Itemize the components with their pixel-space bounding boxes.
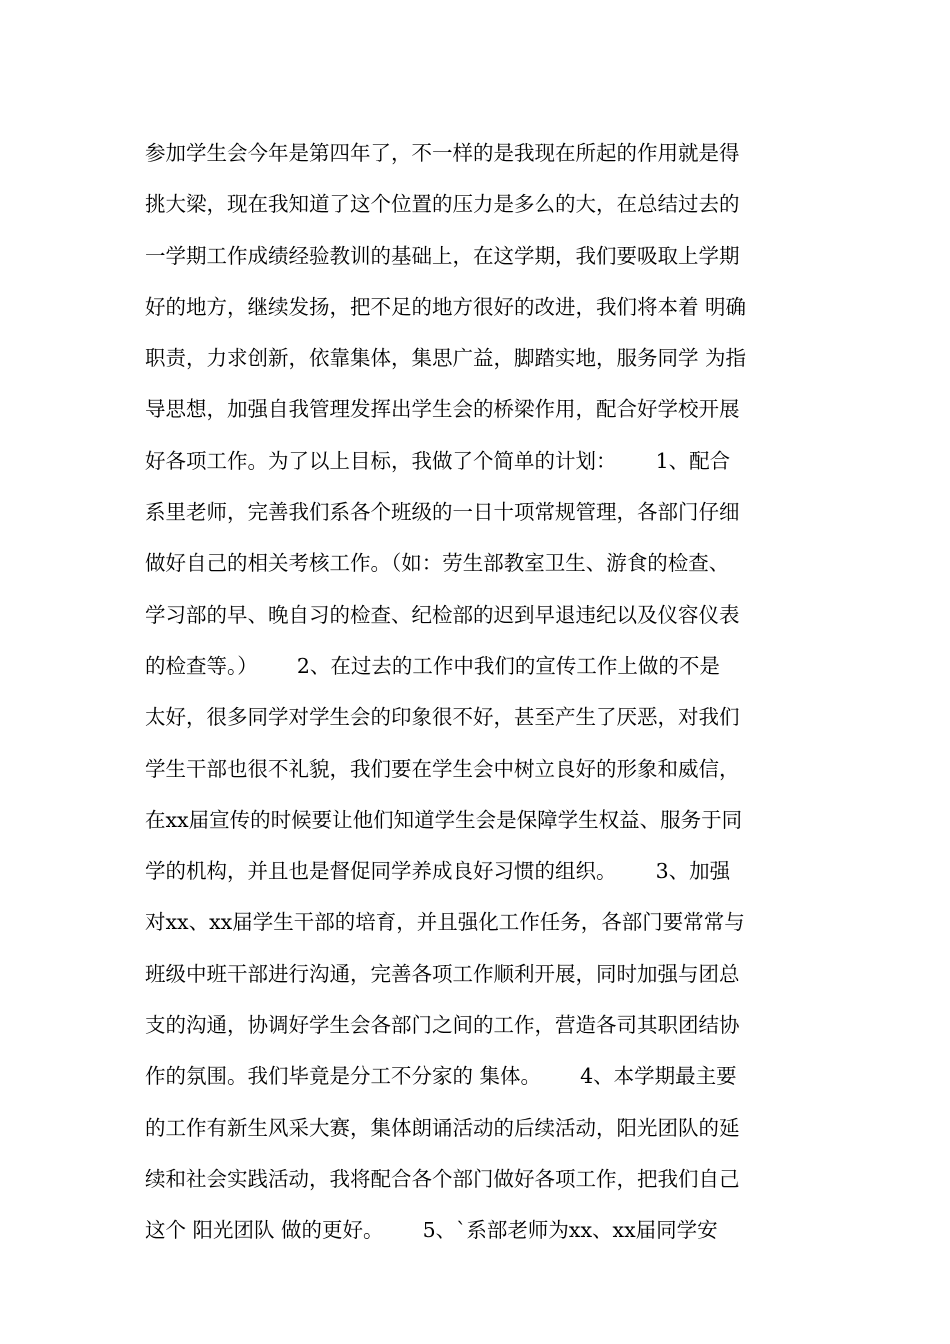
body-text [145,128,810,1257]
text-line: 职责，力求创新，依靠集体，集思广益，脚踏实地，服务同学 为指 [145,346,747,371]
text-line: 作的氛围。我们毕竟是分工不分家的 集体。 4、本学期最主要 [145,1064,737,1089]
text-line: 好各项工作。为了以上目标，我做了个简单的计划： 1、配合 [145,448,731,473]
text-line: 学生干部也很不礼貌，我们要在学生会中树立良好的形象和威信， [145,756,740,781]
text-line: 的检查等。） 2、在过去的工作中我们的宣传工作上做的不是 [145,653,720,678]
text-line: 学习部的早、晚自习的检查、纪检部的迟到早退违纪以及仪容仪表 [145,602,740,627]
text-line: 支的沟通，协调好学生会各部门之间的工作，营造各司其职团结协 [145,1013,740,1038]
text-line: 的工作有新生风采大赛，集体朗诵活动的后续活动，阳光团队的延 [145,1115,740,1140]
text-line: 系里老师，完善我们系各个班级的一日十项常规管理，各部门仔细 [145,500,740,525]
text-line: 做好自己的相关考核工作。（如：劳生部教室卫生、游食的检查、 [145,551,730,576]
text-line: 学的机构，并且也是督促同学养成良好习惯的组织。 3、加强 [145,859,731,884]
text-line: 一学期工作成绩经验教训的基础上，在这学期，我们要吸取上学期 [145,243,740,268]
text-line: 这个 阳光团队 做的更好。 5、`系部老师为xx、xx届同学安 [145,1218,718,1243]
text-line: 导思想，加强自我管理发挥出学生会的桥梁作用，配合好学校开展 [145,397,740,422]
text-line: 续和社会实践活动，我将配合各个部门做好各项工作，把我们自己 [145,1166,740,1191]
text-line: 班级中班干部进行沟通，完善各项工作顺利开展，同时加强与团总 [145,961,740,986]
text-line: 太好，很多同学对学生会的印象很不好，甚至产生了厌恶，对我们 [145,705,740,730]
text-line: 挑大梁，现在我知道了这个位置的压力是多么的大，在总结过去的 [145,192,740,217]
text-line: 参加学生会今年是第四年了，不一样的是我现在所起的作用就是得 [145,141,740,165]
text-line: 对xx、xx届学生干部的培育，并且强化工作任务，各部门要常常与 [145,910,745,935]
text-line: 好的地方，继续发扬，把不足的地方很好的改进，我们将本着 明确 [145,294,747,319]
text-line: 在xx届宣传的时候要让他们知道学生会是保障学生权益、服务于同 [145,807,743,832]
